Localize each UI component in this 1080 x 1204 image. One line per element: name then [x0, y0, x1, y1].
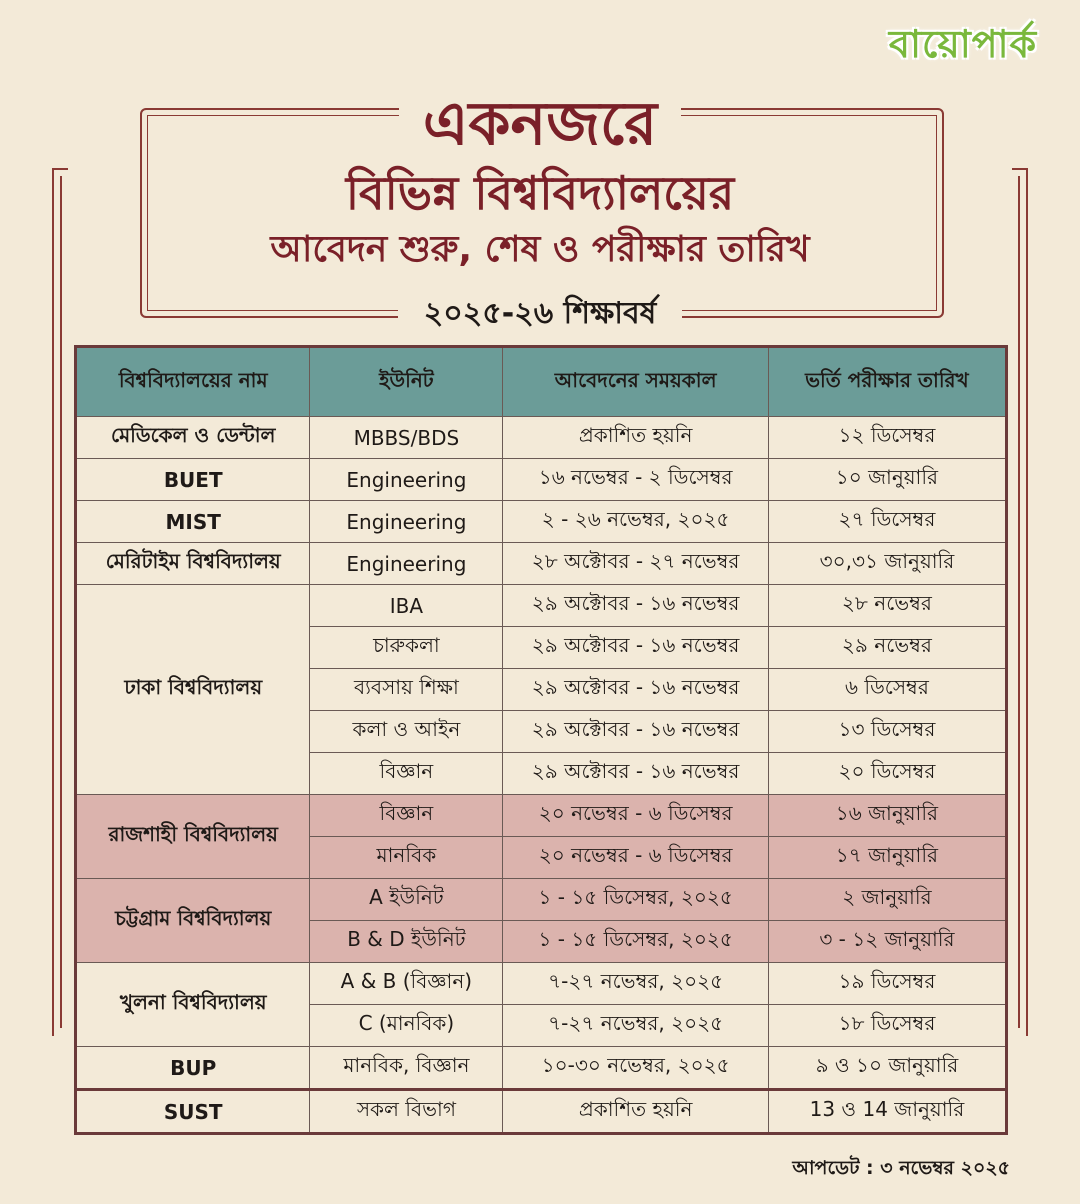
application-period-cell: ১০-৩০ নভেম্বর, ২০২৫ [503, 1047, 769, 1090]
exam-date-cell: ২৮ নভেম্বর [768, 585, 1006, 627]
unit-cell: মানবিক, বিজ্ঞান [310, 1047, 503, 1090]
application-period-cell: ২ - ২৬ নভেম্বর, ২০২৫ [503, 501, 769, 543]
table-row [76, 585, 1007, 627]
update-note: আপডেট : ৩ নভেম্বর ২০২৫ [792, 1157, 1010, 1179]
frame-left-inner [60, 176, 62, 1028]
table-row [76, 543, 1007, 585]
unit-cell: Engineering [310, 459, 503, 501]
application-period-cell: প্রকাশিত হয়নি [503, 417, 769, 459]
application-period-cell: ২৯ অক্টোবর - ১৬ নভেম্বর [503, 753, 769, 795]
exam-date-cell: ২০ ডিসেম্বর [768, 753, 1006, 795]
unit-cell: ব্যবসায় শিক্ষা [310, 669, 503, 711]
exam-date-cell: ৩০,৩১ জানুয়ারি [768, 543, 1006, 585]
university-name-cell: BUP [76, 1047, 310, 1090]
university-name-cell: মেডিকেল ও ডেন্টাল [76, 417, 310, 459]
exam-date-cell: ৩ - ১২ জানুয়ারি [768, 921, 1006, 963]
header-university: বিশ্ববিদ্যালয়ের নাম [76, 347, 310, 417]
exam-date-cell: ১৭ জানুয়ারি [768, 837, 1006, 879]
university-name-cell: BUET [76, 459, 310, 501]
exam-date-cell: ৬ ডিসেম্বর [768, 669, 1006, 711]
university-name-cell: ঢাকা বিশ্ববিদ্যালয় [76, 585, 310, 795]
table-row [76, 795, 1007, 837]
exam-date-cell: ১৮ ডিসেম্বর [768, 1005, 1006, 1047]
title-block [140, 88, 940, 276]
application-period-cell: ২৯ অক্টোবর - ১৬ নভেম্বর [503, 585, 769, 627]
exam-date-cell: ১৩ ডিসেম্বর [768, 711, 1006, 753]
header-application-period: আবেদনের সময়কাল [503, 347, 769, 417]
unit-cell: Engineering [310, 543, 503, 585]
exam-date-cell: ২৭ ডিসেম্বর [768, 501, 1006, 543]
exam-date-cell: 13 ও 14 জানুয়ারি [768, 1090, 1006, 1134]
unit-cell: IBA [310, 585, 503, 627]
frame-left-outer [52, 168, 54, 1036]
exam-date-cell: ১২ ডিসেম্বর [768, 417, 1006, 459]
unit-cell: C (মানবিক) [310, 1005, 503, 1047]
table-row [76, 459, 1007, 501]
unit-cell: Engineering [310, 501, 503, 543]
table-row [76, 501, 1007, 543]
unit-cell: A ইউনিট [310, 879, 503, 921]
frame-right-inner [1018, 176, 1020, 1028]
table-row [76, 417, 1007, 459]
exam-date-cell: ৯ ও ১০ জানুয়ারি [768, 1047, 1006, 1090]
exam-date-cell: ১৯ ডিসেম্বর [768, 963, 1006, 1005]
unit-cell: চারুকলা [310, 627, 503, 669]
session-wrap [140, 294, 940, 334]
unit-cell: বিজ্ঞান [310, 753, 503, 795]
application-period-cell: প্রকাশিত হয়নি [503, 1090, 769, 1134]
university-name-cell: চট্টগ্রাম বিশ্ববিদ্যালয় [76, 879, 310, 963]
frame-left-top [52, 168, 68, 170]
exam-date-cell: ২৯ নভেম্বর [768, 627, 1006, 669]
table-row [76, 879, 1007, 921]
admission-schedule-table [74, 345, 1008, 1135]
unit-cell: বিজ্ঞান [310, 795, 503, 837]
title-line-3: আবেদন শুরু, শেষ ও পরীক্ষার তারিখ [270, 229, 810, 270]
application-period-cell: ২৮ অক্টোবর - ২৭ নভেম্বর [503, 543, 769, 585]
application-period-cell: ৭-২৭ নভেম্বর, ২০২৫ [503, 1005, 769, 1047]
unit-cell: কলা ও আইন [310, 711, 503, 753]
exam-date-cell: ১৬ জানুয়ারি [768, 795, 1006, 837]
table-row [76, 1090, 1007, 1134]
exam-date-cell: ১০ জানুয়ারি [768, 459, 1006, 501]
university-name-cell: SUST [76, 1090, 310, 1134]
application-period-cell: ২৯ অক্টোবর - ১৬ নভেম্বর [503, 627, 769, 669]
application-period-cell: ৭-২৭ নভেম্বর, ২০২৫ [503, 963, 769, 1005]
header-unit: ইউনিট [310, 347, 503, 417]
university-name-cell: MIST [76, 501, 310, 543]
university-name-cell: মেরিটাইম বিশ্ববিদ্যালয় [76, 543, 310, 585]
application-period-cell: ২৯ অক্টোবর - ১৬ নভেম্বর [503, 711, 769, 753]
unit-cell: মানবিক [310, 837, 503, 879]
frame-right-outer [1026, 168, 1028, 1036]
title-line-1: একনজরে [399, 88, 681, 160]
exam-date-cell: ২ জানুয়ারি [768, 879, 1006, 921]
table-row [76, 1047, 1007, 1090]
table-body [76, 417, 1007, 1134]
university-name-cell: খুলনা বিশ্ববিদ্যালয় [76, 963, 310, 1047]
table-row [76, 963, 1007, 1005]
unit-cell: A & B (বিজ্ঞান) [310, 963, 503, 1005]
header-exam-date: ভর্তি পরীক্ষার তারিখ [768, 347, 1006, 417]
session-label: ২০২৫-২৬ শিক্ষাবর্ষ [398, 294, 682, 334]
application-period-cell: ২৯ অক্টোবর - ১৬ নভেম্বর [503, 669, 769, 711]
unit-cell: সকল বিভাগ [310, 1090, 503, 1134]
application-period-cell: ২০ নভেম্বর - ৬ ডিসেম্বর [503, 795, 769, 837]
table-header-row [76, 347, 1007, 417]
application-period-cell: ২০ নভেম্বর - ৬ ডিসেম্বর [503, 837, 769, 879]
application-period-cell: ১ - ১৫ ডিসেম্বর, ২০২৫ [503, 879, 769, 921]
application-period-cell: ১ - ১৫ ডিসেম্বর, ২০২৫ [503, 921, 769, 963]
frame-right-top [1012, 168, 1028, 170]
brand-logo: বায়োপার্ক [888, 22, 1038, 66]
application-period-cell: ১৬ নভেম্বর - ২ ডিসেম্বর [503, 459, 769, 501]
unit-cell: B & D ইউনিট [310, 921, 503, 963]
university-name-cell: রাজশাহী বিশ্ববিদ্যালয় [76, 795, 310, 879]
unit-cell: MBBS/BDS [310, 417, 503, 459]
title-line-2: বিভিন্ন বিশ্ববিদ্যালয়ের [345, 166, 735, 220]
